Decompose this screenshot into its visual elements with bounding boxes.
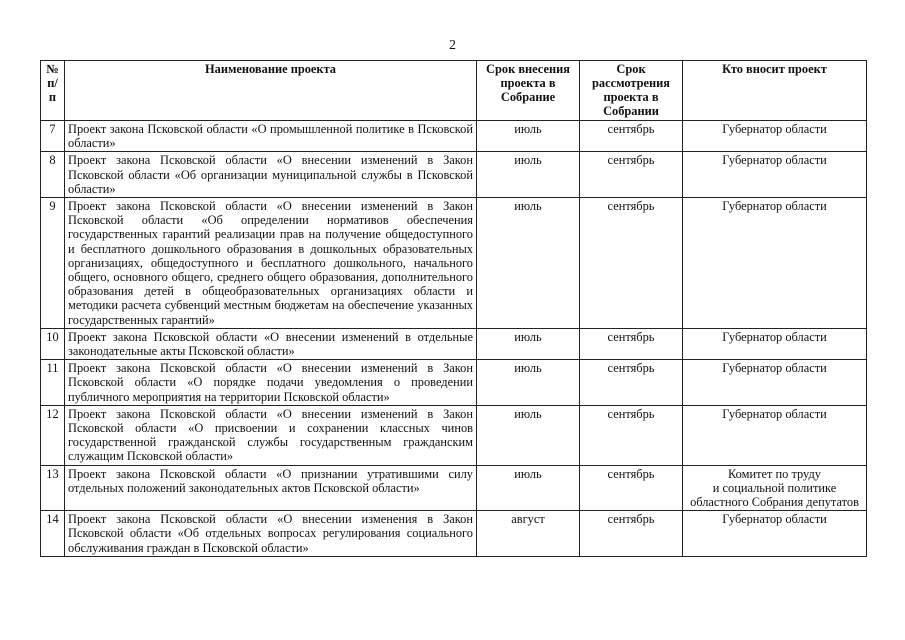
- submitter: [683, 405, 867, 465]
- row-number: 13: [41, 465, 65, 511]
- submitter-line: Губернатор области: [722, 512, 827, 527]
- submitter-line: Губернатор области: [722, 329, 827, 344]
- submitter: [683, 198, 867, 329]
- submitter-line: Комитет по труду: [728, 466, 821, 481]
- review-term: сентябрь: [580, 405, 683, 465]
- project-name: Проект закона Псковской области «О промышленной политике в Псковской области»: [65, 121, 477, 152]
- legislative-plan-table: [40, 60, 867, 557]
- table-row: [41, 511, 867, 557]
- row-number: 14: [41, 511, 65, 557]
- project-name: Проект закона Псковской области «О внесении изменений в Закон Псковской области «О присвоении и сохранении классных чинов государственной гражданской службы государственным гражданским служащим Псковской области»: [65, 405, 477, 465]
- submit-term: июль: [477, 360, 580, 406]
- project-name: Проект закона Псковской области «О внесении изменений в Закон Псковской области «О порядке подачи уведомления о проведении публичного мероприятия на территории Псковской области»: [65, 360, 477, 406]
- submitter-line: и социальной политике: [712, 480, 837, 495]
- submit-term: август: [477, 511, 580, 557]
- submitter-line: Губернатор области: [722, 153, 827, 168]
- row-number: 12: [41, 405, 65, 465]
- row-number: 11: [41, 360, 65, 406]
- project-name: Проект закона Псковской области «О признании утратившими силу отдельных положений законодательных актов Псковской области»: [65, 465, 477, 511]
- project-name: Проект закона Псковской области «О внесении изменений в Закон Псковской области «Об определении нормативов обеспечения государственных гарантий реализации прав на получение общедоступного и бесплатного дошкольного образования в дошкольных образовательных организациях, общедоступного и бесплатного дошкольного, начального общего, основного общего, среднего общего образования, дополнительного образования детей в общеобразовательных организациях области и методики расчета субвенций местным бюджетам на обеспечение указанных государственных гарантий»: [65, 198, 477, 329]
- header-submitter: Кто вносит проект: [683, 61, 867, 121]
- review-term: сентябрь: [580, 511, 683, 557]
- submitter-line: Губернатор области: [722, 199, 827, 214]
- header-submit-term: Срок внесения проекта в Собрание: [477, 61, 580, 121]
- project-name: Проект закона Псковской области «О внесении изменения в Закон Псковской области «Об отдельных вопросах регулирования социального обслуживания граждан в Псковской области»: [65, 511, 477, 557]
- submitter-line: Губернатор области: [722, 122, 827, 136]
- review-term: сентябрь: [580, 360, 683, 406]
- project-name: Проект закона Псковской области «О внесении изменений в Закон Псковской области «Об организации муниципальной службы в Псковской области»: [65, 152, 477, 198]
- review-term: сентябрь: [580, 152, 683, 198]
- row-number: 10: [41, 328, 65, 359]
- submitter: [683, 152, 867, 198]
- review-term: сентябрь: [580, 465, 683, 511]
- table-row: [41, 360, 867, 406]
- table-row: [41, 198, 867, 329]
- row-number: 7: [41, 121, 65, 152]
- submit-term: июль: [477, 405, 580, 465]
- table-row: [41, 405, 867, 465]
- submit-term: июль: [477, 152, 580, 198]
- page-number: 2: [449, 38, 456, 53]
- submitter: [683, 360, 867, 406]
- table-row: [41, 121, 867, 152]
- review-term: сентябрь: [580, 198, 683, 329]
- review-term: сентябрь: [580, 121, 683, 152]
- table-row: [41, 152, 867, 198]
- header-project-name: Наименование проекта: [65, 61, 477, 121]
- submitter: [683, 328, 867, 359]
- table-header-row: [41, 61, 867, 121]
- submit-term: июль: [477, 198, 580, 329]
- submitter-line: Губернатор области: [722, 406, 827, 421]
- header-review-term: Срок рассмотрения проекта в Собрании: [580, 61, 683, 121]
- submitter: [683, 511, 867, 557]
- table-row: [41, 328, 867, 359]
- table-row: [41, 465, 867, 511]
- submitter: [683, 121, 867, 152]
- submit-term: июль: [477, 328, 580, 359]
- project-name: Проект закона Псковской области «О внесении изменений в отдельные законодательные акты Псковской области»: [65, 328, 477, 359]
- submitter-line: Губернатор области: [722, 361, 827, 376]
- row-number: 8: [41, 152, 65, 198]
- submitter: [683, 465, 867, 511]
- row-number: 9: [41, 198, 65, 329]
- table-body: [41, 121, 867, 557]
- header-number: № п/п: [41, 61, 65, 121]
- submitter-line: областного Собрания депутатов: [690, 495, 859, 510]
- submit-term: июль: [477, 121, 580, 152]
- review-term: сентябрь: [580, 328, 683, 359]
- submit-term: июль: [477, 465, 580, 511]
